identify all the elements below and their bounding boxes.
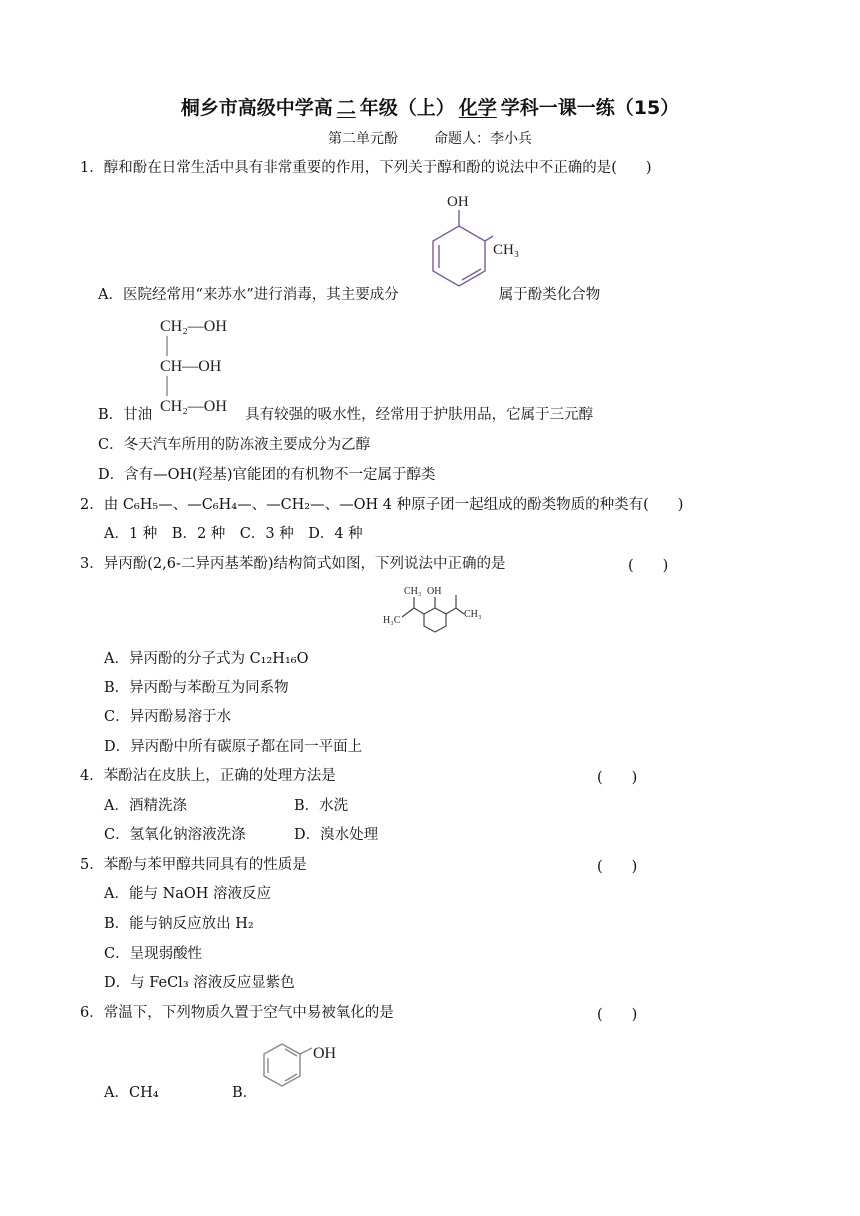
glycerol-line-1: CH₂—OH: [160, 318, 227, 335]
title-subject: 化学: [458, 97, 497, 119]
page-title: [0, 93, 860, 120]
q5-answer-paren: ( ): [597, 859, 638, 875]
q3-answer-paren: ( ): [628, 558, 669, 574]
phenol-structure: [256, 1038, 366, 1102]
cresol-ch3-label: CH₃: [493, 242, 520, 258]
q3-option-d: D．异丙酚中所有碳原子都在同一平面上: [104, 739, 363, 755]
q2-stem: 2．由 C₆H₅—、—C₆H₄—、—CH₂—、—OH 4 种原子团一起组成的酚类物质的种类有( ): [80, 497, 684, 513]
q2-options: A．1 种 B．2 种 C．3 种 D．4 种: [104, 526, 363, 542]
propofol-oh: OH: [427, 586, 442, 597]
author-label: 命题人：李小兵: [434, 131, 532, 147]
propofol-h3c: H₃C: [383, 615, 401, 626]
cresol-oh-label: OH: [447, 194, 469, 210]
q6-stem: 6．常温下，下列物质久置于空气中易被氧化的是: [80, 1005, 394, 1021]
propofol-ch3-right: CH₃: [464, 609, 482, 620]
title-series: 学科一课一练（15）: [500, 97, 680, 119]
q1-a-text: A．医院经常用“来苏水”进行消毒，其主要成分: [98, 287, 399, 303]
q6-answer-paren: ( ): [597, 1007, 638, 1023]
propofol-ch3-left: CH₃: [404, 586, 422, 597]
q1-option-d: D．含有—OH(羟基)官能团的有机物不一定属于醇类: [98, 467, 436, 483]
title-school: 桐乡市高级中学高: [180, 97, 333, 119]
q1-option-a: [98, 285, 600, 305]
q5-option-a: A．能与 NaOH 溶液反应: [104, 886, 272, 902]
q1-stem: 1．醇和酚在日常生活中具有非常重要的作用，下列关于醇和酚的说法中不正确的是( ): [80, 160, 652, 176]
q6-option-a: A．CH₄: [104, 1085, 159, 1101]
glycerol-line-3: CH₂—OH: [160, 398, 227, 415]
subtitle: [0, 128, 860, 148]
q5-stem: 5．苯酚与苯甲醇共同具有的性质是: [80, 857, 307, 873]
cresol-structure: [425, 188, 535, 298]
title-grade: 二: [336, 97, 356, 119]
q5-option-b: B．能与钠反应放出 H₂: [104, 916, 254, 932]
phenol-oh-label: OH: [313, 1045, 337, 1062]
q3-option-b: B．异丙酚与苯酚互为同系物: [104, 680, 289, 696]
q4-option-a: A．酒精洗涤: [104, 798, 187, 814]
q1-b-text: B．甘油: [98, 407, 153, 423]
q6-option-b: B．: [232, 1085, 258, 1101]
q4-stem: 4．苯酚沾在皮肤上，正确的处理方法是: [80, 768, 336, 784]
q3-stem: 3．异丙酚(2,6-二异丙基苯酚)结构简式如图，下列说法中正确的是: [80, 556, 506, 572]
glycerol-structure: [158, 312, 258, 418]
q1-a-text-post: 属于酚类化合物: [498, 287, 601, 303]
q4-option-b: B．水洗: [294, 798, 349, 814]
propofol-structure: [380, 584, 495, 634]
q4-option-c: C．氢氧化钠溶液洗涤: [104, 827, 246, 843]
q5-option-c: C．呈现弱酸性: [104, 946, 203, 962]
q1-option-c: C．冬天汽车所用的防冻液主要成分为乙醇: [98, 437, 371, 453]
q3-option-c: C．异丙酚易溶于水: [104, 709, 232, 725]
q1-option-b: [98, 405, 593, 425]
q4-answer-paren: ( ): [597, 770, 638, 786]
q4-option-d: D．溴水处理: [294, 827, 379, 843]
q1-b-text-post: 具有较强的吸水性，经常用于护肤用品，它属于三元醇: [245, 407, 594, 423]
glycerol-line-2: CH—OH: [160, 358, 222, 375]
title-term: 年级（上）: [359, 97, 455, 119]
q5-option-d: D．与 FeCl₃ 溶液反应显紫色: [104, 975, 295, 991]
q3-option-a: A．异丙酚的分子式为 C₁₂H₁₆O: [104, 651, 309, 667]
unit-label: 第二单元酚: [328, 131, 398, 147]
